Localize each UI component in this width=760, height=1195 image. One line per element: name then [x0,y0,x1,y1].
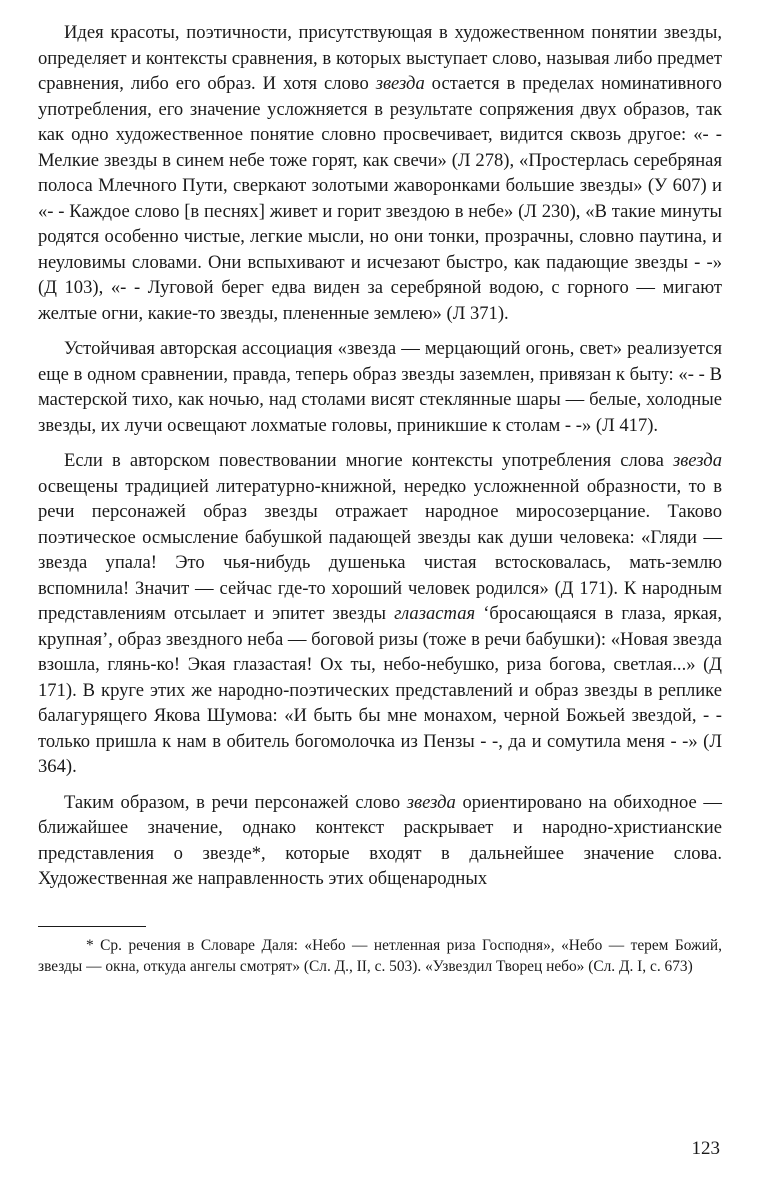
text-run: Идея красоты, поэтичности, присутствующая в художественном понятии звезды, определяет и контексты сравнения, в которых выступает слово, называя либо предмет сравнения, либо его образ. И хотя слово [38,22,722,94]
footnote: * Ср. речения в Словаре Даля: «Небо — нетленная риза Господня», «Небо — терем Божий, звезды — окна, откуда ангелы смотрят» (Сл. Д., II, с. 503). «Узвездил Творец небо» (Сл. Д. I, с. 673) [38,936,722,975]
italic-term: глазастая [394,603,476,624]
footnote-divider [38,926,146,927]
body-text [38,20,722,892]
paragraph [38,790,722,892]
text-run: ориентировано на обиходное — ближайшее значение, однако контекст раскрывает и народно-христианские представления о звезде*, которые входят в дальнейшее значение слова. Художественная же направленность этих общенародных [38,791,722,889]
text-run: Устойчивая авторская ассоциация «звезда — мерцающий огонь, свет» реализуется еще в одном сравнении, правда, теперь образ звезды заземлен, привязан к быту: «- - В мастерской тихо, как ночью, над столами висят стеклянные шары — белые, холодные звезды, их лучи освещают лохматые головы, приникшие к столам - -» (Л 417). [38,338,722,436]
text-run: Если в авторском повествовании многие контексты употребления слова [64,450,673,471]
text-run: ‘бросающаяся в глаза, яркая, крупная’, образ звездного неба — боговой ризы (тоже в речи бабушки): «Новая звезда взошла, глянь-ко! Экая глазастая! Ох ты, небо-небушко, риза богова, светлая...» (Д 171). В круге этих же народно-поэтических представлений и образ звезды в реплике балагурящего Якова Шумова: «И быть бы мне монахом, черной Божьей звездой, - - только пришла к нам в обитель богомолочка из Пензы - -, да и сомутила меня - -» (Л 364). [38,603,722,777]
page-number: 123 [691,1138,720,1159]
text-run: освещены традицией литературно-книжной, нередко усложненной образности, то в речи персонажей образ звезды отражает народное миросозерцание. Таково поэтическое осмысление бабушкой падающей звезды как души человека: «Гляди — звезда упала! Это чья-нибудь душенька чистая встосковалась, мать-землю вспомнила! Значит — сейчас где-то хороший человек родился» (Д 171). К народным представлениям отсылает и эпитет звезды [38,475,722,624]
paragraph [38,20,722,326]
paragraph [38,336,722,438]
text-run: Таким образом, в речи персонажей слово [64,791,407,813]
text-run: остается в пределах номинативного употребления, его значение усложняется в результате сопряжения двух образов, так как одно художественное понятие словно просвечивает, видится сквозь другое: «- - Мелкие звезды в синем небе тоже горят, как свечи» (Л 278), «Простерлась серебряная полоса Млечного Пути, сверкают золотыми жаворонками большие звезды» (У 607) и «- - Каждое слово [в песнях] живет и горит звездою в небе» (Л 230), «В такие минуты родятся особенно чистые, легкие мысли, но они тонки, прозрачны, словно паутина, и неуловимы словами. Они вспыхивают и исчезают быстро, как падающие звезды - -» (Д 103), «- - Луговой берег едва виден за серебряной водою, с горного — мигают желтые огни, какие-то звезды, плененные землею» (Л 371). [38,73,722,324]
paragraph [38,448,722,780]
italic-term: звезда [672,450,722,471]
italic-term: звезда [375,73,425,94]
italic-term: звезда [406,791,456,813]
